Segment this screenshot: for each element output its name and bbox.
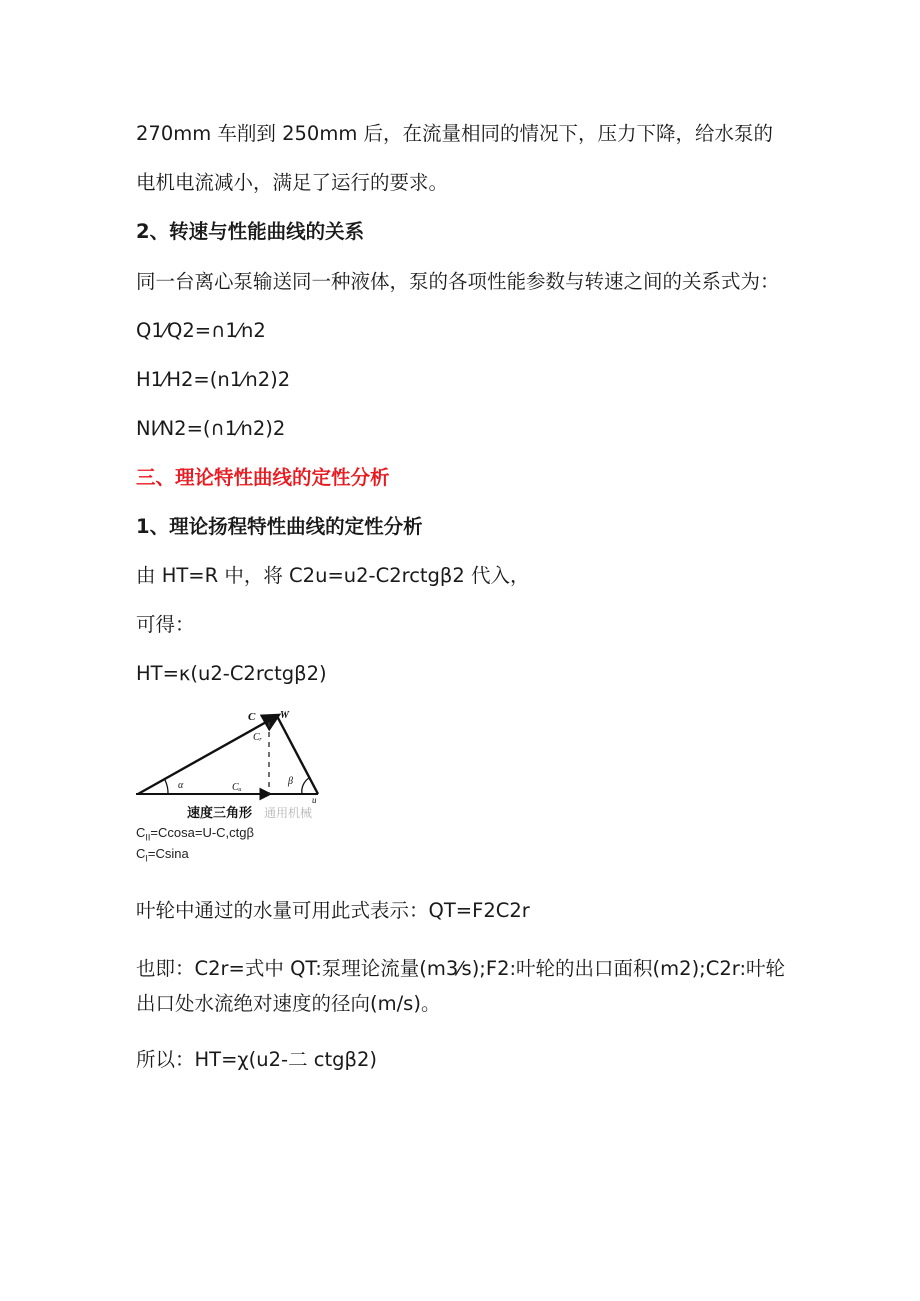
formula-ht-final: 所以：HT=χ(u2-二 ctgβ2): [136, 1048, 377, 1071]
subheading: 2、转速与性能曲线的关系: [136, 220, 365, 243]
formula-power: NI⁄N2=(∩1⁄n2)2: [136, 417, 286, 440]
paragraph-line: 叶轮中通过的水量可用此式表示：QT=F2C2r: [136, 899, 530, 922]
vector-w-line: [277, 716, 318, 794]
label-alpha: α: [178, 780, 184, 791]
label-beta: β: [288, 776, 293, 787]
watermark-text: 通用机械: [264, 806, 313, 820]
label-u: u: [312, 795, 317, 805]
label-w: W: [280, 710, 289, 721]
beta-arc: [302, 778, 309, 794]
paragraph-line: 可得：: [136, 613, 195, 636]
subheading: 1、理论扬程特性曲线的定性分析: [136, 515, 423, 538]
alpha-arc: [165, 780, 168, 794]
paragraph-line: 也即：C2r=式中 QT:泵理论流量(m3⁄s);F2:叶轮的出口面积(m2);C2r:叶轮: [136, 957, 786, 980]
paragraph-line: 电机电流减小，满足了运行的要求。: [136, 171, 449, 194]
figure-caption-1: $C_{II}=Ccosa=U-C,ctg\beta$: [136, 825, 254, 843]
formula-flow: Q1⁄Q2=∩1⁄n2: [136, 319, 266, 342]
figure-caption-2: $C_I=Csina$: [136, 846, 189, 864]
paragraph-line: 由 HT=R 中，将 C2u=u2-C2rctgβ2 代入，: [136, 564, 530, 587]
paragraph-line: 同一台离心泵输送同一种液体，泵的各项性能参数与转速之间的关系式为：: [136, 270, 780, 293]
vector-c-line: [138, 716, 277, 794]
label-c: C: [248, 711, 256, 723]
velocity-triangle-figure: [132, 706, 322, 824]
paragraph-line: 270mm 车削到 250mm 后，在流量相同的情况下，压力下降，给水泵的: [136, 122, 774, 145]
label-cr: Cᵣ: [253, 732, 263, 743]
figure-title: 速度三角形: [187, 806, 253, 821]
formula-ht: HT=κ(u2-C2rctgβ2): [136, 662, 327, 685]
section-heading: 三、理论特性曲线的定性分析: [136, 466, 390, 489]
label-cu: Cᵤ: [232, 782, 242, 793]
formula-head: H1⁄H2=(n1⁄n2)2: [136, 368, 291, 391]
paragraph-line: 出口处水流绝对速度的径向(m/s)。: [136, 992, 441, 1015]
